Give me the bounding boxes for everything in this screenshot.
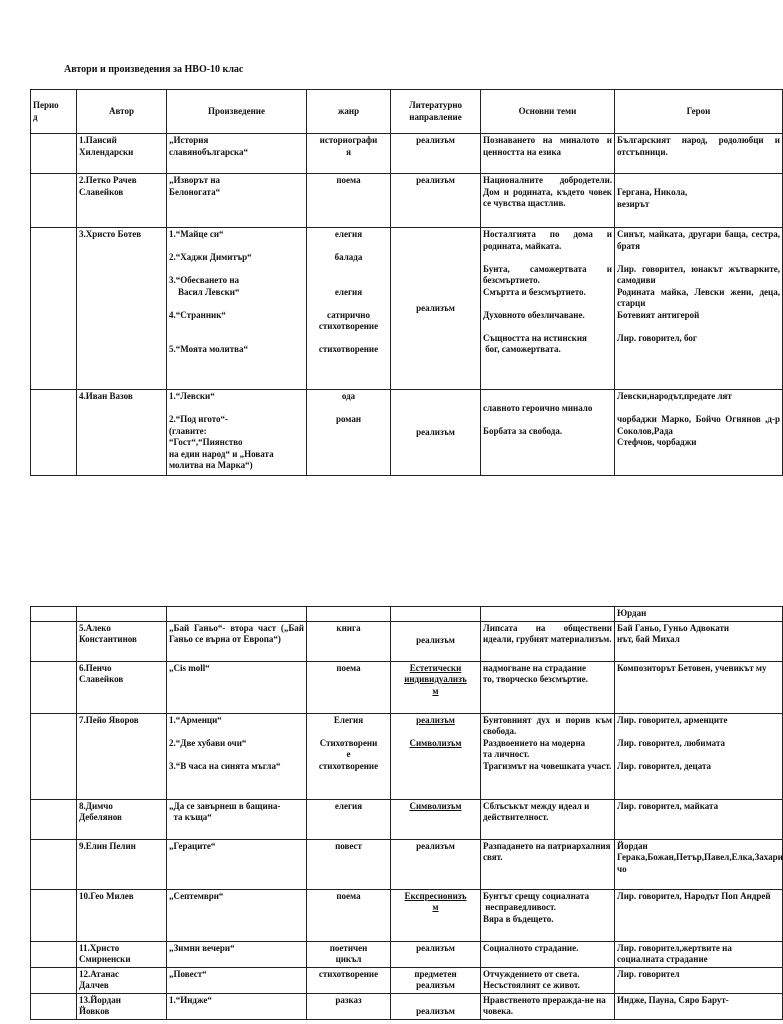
period-cell <box>31 839 77 889</box>
themes-cell: Липсата на обществени идеали, грубият материализъм. <box>481 621 615 661</box>
themes-cell: Бунтът срещу социалната несправедливост. Вяра в бъдещето. <box>481 889 615 941</box>
direction-cell: Символизъм <box>391 799 481 839</box>
period-cell <box>31 390 77 476</box>
table-row <box>31 621 783 661</box>
period-cell <box>31 228 77 390</box>
work-cell: „Гераците“ <box>167 839 307 889</box>
table-row <box>31 134 783 174</box>
genre-cell: повест <box>307 839 391 889</box>
themes-cell: Сблъсъкът между идеал и действителност. <box>481 799 615 839</box>
header-period: Перио д <box>31 90 77 134</box>
table-row <box>31 661 783 713</box>
table-row <box>31 607 783 622</box>
themes-cell: Националните добродетели. Дом и родината, където човек се чувства щастлив. <box>481 174 615 228</box>
table-row <box>31 713 783 799</box>
genre-cell: поема <box>307 661 391 713</box>
period-cell <box>31 134 77 174</box>
period-cell <box>31 799 77 839</box>
genre-cell: поетичен цикъл <box>307 941 391 967</box>
heroes-cell: Лир. говорител <box>615 967 783 993</box>
work-cell: 1.“Арменци“ 2.“Две хубави очи“ 3.“В часа на синята мъгла“ <box>167 713 307 799</box>
genre-cell: Елегия Стихотворени е стихотворение <box>307 713 391 799</box>
author-cell: 8.Димчо Дебелянов <box>77 799 167 839</box>
work-cell: „Cis moll“ <box>167 661 307 713</box>
document-title: Автори и произведения за НВО-10 клас <box>64 64 244 75</box>
themes-cell: надмогване на страдание то, творческо безсмъртие. <box>481 661 615 713</box>
table-row <box>31 839 783 889</box>
heroes-cell: Синът, майката, другари баща, сестра, братя Лир. говорител, юнакът жътварките, самодиви Родината майка, Левски жени, деца, старци Ботевият антигерой Лир. говорител, бог <box>615 228 783 390</box>
themes-cell: Бунтовният дух и порив към свобода. Раздвоението на модерна та личност. Трагизмът на човешката участ. <box>481 713 615 799</box>
work-cell: „Изворът на Белоногата“ <box>167 174 307 228</box>
direction-cell: реализъм <box>391 390 481 476</box>
work-cell: 1.“Индже“ <box>167 993 307 1019</box>
table-row <box>31 390 783 476</box>
work-cell: „Да се завърнеш в бащина- та къща“ <box>167 799 307 839</box>
period-cell <box>31 967 77 993</box>
direction-cell: Естетически индивидуализъ м <box>391 661 481 713</box>
period-cell <box>31 661 77 713</box>
genre-cell: поема <box>307 889 391 941</box>
table-row <box>31 799 783 839</box>
genre-cell: ода роман <box>307 390 391 476</box>
genre-cell: разказ <box>307 993 391 1019</box>
author-cell: 4.Иван Вазов <box>77 390 167 476</box>
direction-cell: реализъм Символизъм <box>391 713 481 799</box>
direction-cell: Експресионизъ м <box>391 889 481 941</box>
genre-cell: елегия балада елегия сатирично стихотворение стихотворение <box>307 228 391 390</box>
themes-cell: Нравственото преражда-не на човека. <box>481 993 615 1019</box>
period-cell <box>31 713 77 799</box>
genre-cell: поема <box>307 174 391 228</box>
table-header-row <box>31 90 783 134</box>
themes-cell: Разпадането на патриархалния свят. <box>481 839 615 889</box>
themes-cell: Носталгията по дома и родината, майката. Бунта, саможертвата и безсмъртието. Смъртта и безсмъртието. Духовното обезличаване. Същността на истинския бог, саможертвата. <box>481 228 615 390</box>
work-cell: 1.“Майце си“ 2.“Хаджи Димитър“ 3.“Обесването на Васил Левски“ 4.“Странник“ 5.“Моята молитва“ <box>167 228 307 390</box>
work-cell: „Зимни вечери“ <box>167 941 307 967</box>
table-row <box>31 967 783 993</box>
direction-cell: реализъм <box>391 134 481 174</box>
direction-cell: реализъм <box>391 839 481 889</box>
work-cell: 1.“Левски“ 2.“Под игото“- (главите: “Гост“,“Пиянство на един народ“ и „Новата молитва на Марка“) <box>167 390 307 476</box>
heroes-cell: Гергана, Никола, везирът <box>615 174 783 228</box>
direction-cell: реализъм <box>391 174 481 228</box>
author-cell: 12.Атанас Далчев <box>77 967 167 993</box>
table-row <box>31 889 783 941</box>
themes-cell: Познаването на миналото и ценността на езика <box>481 134 615 174</box>
work-cell: „История славянобългарска“ <box>167 134 307 174</box>
header-work: Произведение <box>167 90 307 134</box>
heroes-cell: Индже, Пауна, Сяро Барут- <box>615 993 783 1019</box>
heroes-cell: Лир. говорител, Народът Поп Андрей <box>615 889 783 941</box>
table-row <box>31 174 783 228</box>
header-themes: Основни теми <box>481 90 615 134</box>
header-author: Автор <box>77 90 167 134</box>
work-cell: „Септември“ <box>167 889 307 941</box>
header-direction: Литературно направление <box>391 90 481 134</box>
header-genre: жанр <box>307 90 391 134</box>
authors-table-page2 <box>30 606 783 1020</box>
themes-cell: Отчуждението от света. Несъстоялият се живот. <box>481 967 615 993</box>
author-cell: 11.Христо Смирненски <box>77 941 167 967</box>
period-cell <box>31 174 77 228</box>
heroes-cell: Йордан Герака,Божан,Петър,Павел,Елка,Захари чо <box>615 839 783 889</box>
direction-cell: реализъм <box>391 993 481 1019</box>
direction-cell: предметен реализъм <box>391 967 481 993</box>
author-cell: 10.Гео Милев <box>77 889 167 941</box>
table-row <box>31 941 783 967</box>
themes-cell: Социалното страдание. <box>481 941 615 967</box>
author-cell: 5.Алеко Константинов <box>77 621 167 661</box>
genre-cell: историографи я <box>307 134 391 174</box>
heroes-cell: Лир. говорител,жертвите на социалната страдание <box>615 941 783 967</box>
heroes-cell: Юрдан <box>615 607 783 622</box>
author-cell: 3.Христо Ботев <box>77 228 167 390</box>
period-cell <box>31 993 77 1019</box>
author-cell: 1.Паисий Хилендарски <box>77 134 167 174</box>
work-cell: „Бай Ганьо“- втора част („Бай Ганьо се върна от Европа“) <box>167 621 307 661</box>
genre-cell: елегия <box>307 799 391 839</box>
heroes-cell: Левски,народът,предате лят чорбаджи Марко, Бойчо Огнянов ,д-р Соколов,Рада Стефчов, чорбаджи <box>615 390 783 476</box>
heroes-cell: Българският народ, родолюбци и отстъпници. <box>615 134 783 174</box>
table-row <box>31 993 783 1019</box>
author-cell: 7.Пейо Яворов <box>77 713 167 799</box>
heroes-cell: Композиторът Бетовен, ученикът му <box>615 661 783 713</box>
direction-cell: реализъм <box>391 941 481 967</box>
heroes-cell: Лир. говорител, арменците Лир. говорител, любимата Лир. говорител, децата <box>615 713 783 799</box>
work-cell: „Повест“ <box>167 967 307 993</box>
period-cell <box>31 941 77 967</box>
period-cell <box>31 889 77 941</box>
author-cell: 2.Петко Рачев Славейков <box>77 174 167 228</box>
genre-cell: стихотворение <box>307 967 391 993</box>
author-cell: 13.Йордан Йовков <box>77 993 167 1019</box>
author-cell: 9.Елин Пелин <box>77 839 167 889</box>
genre-cell: книга <box>307 621 391 661</box>
direction-cell: реализъм <box>391 228 481 390</box>
author-cell: 6.Пенчо Славейков <box>77 661 167 713</box>
heroes-cell: Бай Ганьо, Гуньо Адвокати нът, бай Михал <box>615 621 783 661</box>
authors-table-page1 <box>30 89 783 476</box>
themes-cell: славното героично минало Борбата за свобода. <box>481 390 615 476</box>
direction-cell: реализъм <box>391 621 481 661</box>
header-heroes: Герои <box>615 90 783 134</box>
table-row <box>31 228 783 390</box>
period-cell <box>31 621 77 661</box>
heroes-cell: Лир. говорител, майката <box>615 799 783 839</box>
